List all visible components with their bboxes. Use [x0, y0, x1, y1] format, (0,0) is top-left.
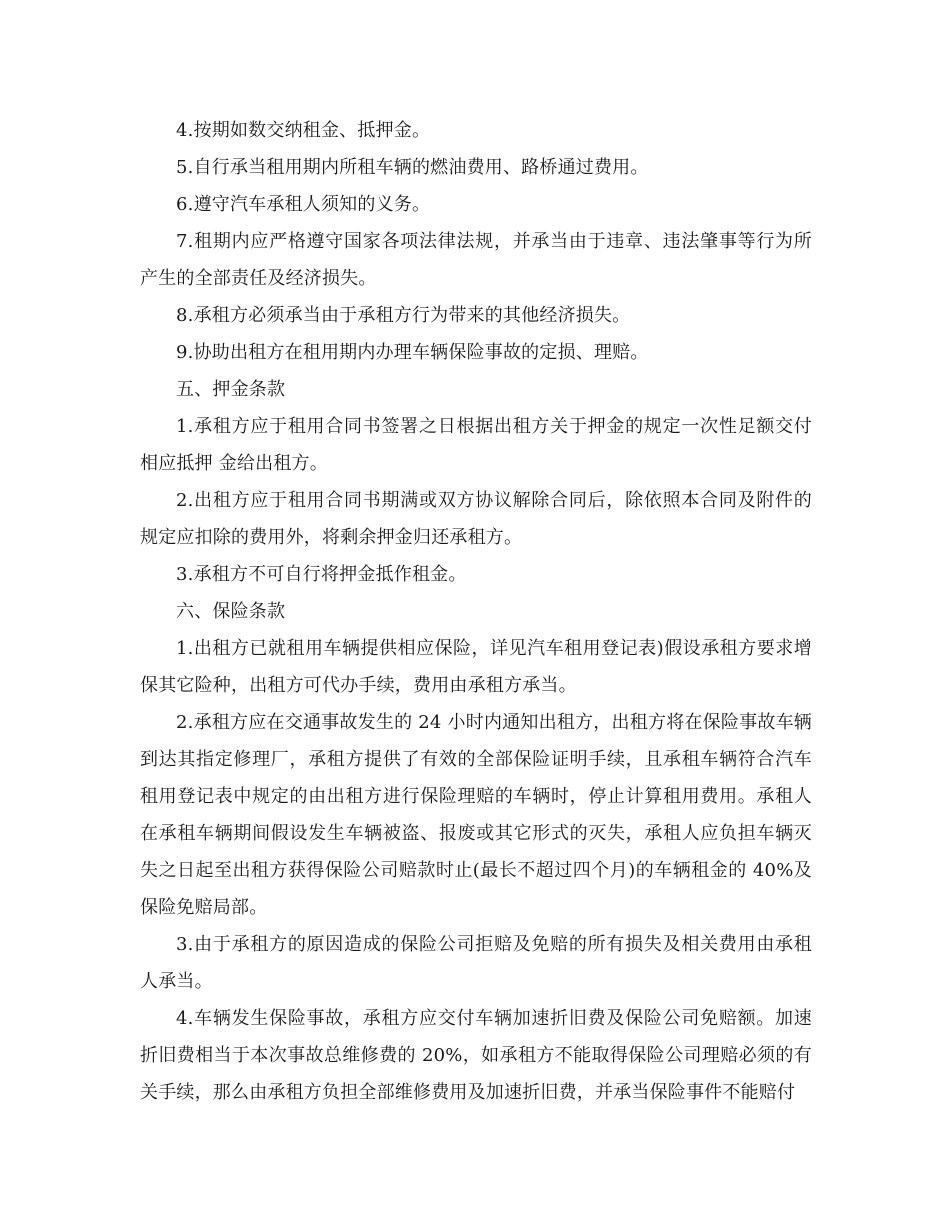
insurance-clause-1: 1.出租方已就租用车辆提供相应保险，详见汽车租用登记表)假设承租方要求增保其它险种，出租方可代办手续，费用由承租方承当。	[140, 638, 812, 696]
deposit-clause-3: 3.承租方不可自行将押金抵作租金。	[176, 564, 467, 585]
insurance-clause-3: 3.由于承租方的原因造成的保险公司拒赔及免赔的所有损失及相关费用由承租人承当。	[140, 934, 812, 992]
clause-4-pay-rent: 4.按期如数交纳租金、抵押金。	[176, 120, 431, 141]
section-heading-insurance: 六、保险条款	[176, 601, 286, 622]
document-body	[140, 112, 812, 1111]
insurance-clause-4: 4.车辆发生保险事故，承租方应交付车辆加速折旧费及保险公司免赔额。加速折旧费相当于本次事故总维修费的 20%，如承租方不能取得保险公司理赔必须的有关手续，那么由承租方负担全部维修费用及加速折旧费，并承当保险事件不能赔付	[140, 1008, 812, 1103]
section-heading-deposit: 五、押金条款	[176, 379, 286, 400]
clause-6-obligations: 6.遵守汽车承租人须知的义务。	[176, 194, 431, 215]
clause-8-losses: 8.承租方必须承当由于承租方行为带来的其他经济损失。	[176, 305, 631, 326]
clause-5-fuel-tolls: 5.自行承当租用期内所租车辆的燃油费用、路桥通过费用。	[176, 157, 649, 178]
deposit-clause-2: 2.出租方应于租用合同书期满或双方协议解除合同后，除依照本合同及附件的规定应扣除的费用外，将剩余押金归还承租方。	[140, 490, 812, 548]
clause-7-laws: 7.租期内应严格遵守国家各项法律法规，并承当由于违章、违法肇事等行为所产生的全部责任及经济损失。	[140, 231, 812, 289]
deposit-clause-1: 1.承租方应于租用合同书签署之日根据出租方关于押金的规定一次性足额交付相应抵押 金给出租方。	[140, 416, 812, 474]
clause-9-insurance-assist: 9.协助出租方在租用期内办理车辆保险事故的定损、理赔。	[176, 342, 649, 363]
insurance-clause-2: 2.承租方应在交通事故发生的 24 小时内通知出租方，出租方将在保险事故车辆到达其指定修理厂，承租方提供了有效的全部保险证明手续，且承租车辆符合汽车租用登记表中规定的由出租方进行保险理赔的车辆时，停止计算租用费用。承租人在承租车辆期间假设发生车辆被盗、报废或其它形式的灭失，承租人应负担车辆灭失之日起至出租方获得保险公司赔款时止(最长不超过四个月)的车辆租金的 40%及保险免赔局部。	[140, 712, 812, 918]
